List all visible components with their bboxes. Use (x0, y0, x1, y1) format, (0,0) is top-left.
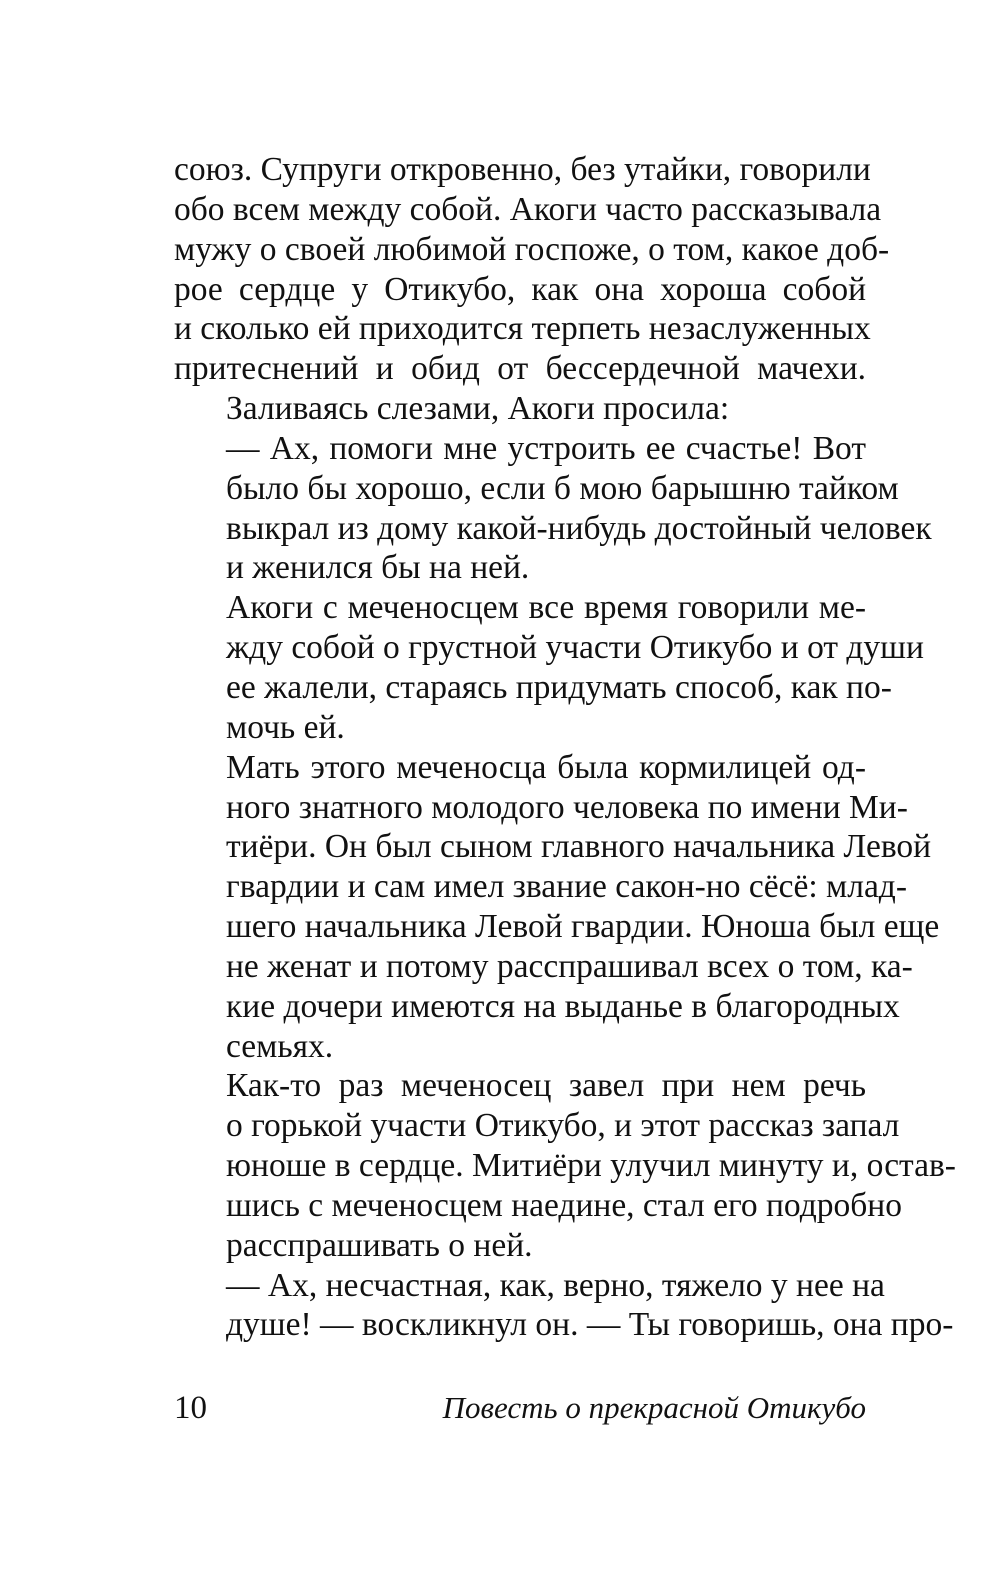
text-line: жду собой о грустной участи Отикубо и от души (226, 629, 924, 667)
text-line: шись с меченосцем наедине, стал его подробно (226, 1186, 902, 1224)
text-line: и женился бы на ней. (226, 549, 530, 587)
text-line: союз. Супруги откровенно, без утайки, говорили (174, 151, 871, 188)
text-line: рое сердце у Отикубо, как она хороша собой (174, 270, 866, 308)
text-line: Акоги с меченосцем все время говорили ме- (226, 589, 866, 627)
text-line: юноше в сердце. Митиёри улучил минуту и, остав- (226, 1147, 956, 1185)
text-line: расспрашивать о ней. (226, 1226, 533, 1264)
page-number: 10 (174, 1390, 207, 1426)
paragraph-3 (174, 429, 932, 588)
text-line: мужу о своей любимой госпоже, о том, какое доб- (174, 230, 890, 268)
text-line: гвардии и сам имел звание сакон-но сёсё: млад- (226, 868, 908, 906)
text-line: семьях. (226, 1027, 334, 1065)
paragraph-4 (174, 588, 924, 747)
text-line: ного знатного молодого человека по имени Ми- (226, 788, 908, 826)
text-line: шего начальника Левой гвардии. Юноша был еще (226, 908, 940, 946)
text-line: не женат и потому расспрашивал всех о том, ка- (226, 947, 913, 985)
text-line: тиёри. Он был сыном главного начальника Левой (226, 828, 932, 866)
text-line: притеснений и обид от бессердечной мачехи. (174, 350, 866, 388)
text-line: — Ах, помоги мне устроить ее счастье! Вот (226, 429, 866, 467)
text-line: обо всем между собой. Акоги часто рассказывала (174, 190, 882, 228)
paragraph-1 (174, 150, 890, 389)
paragraph-6 (174, 1066, 956, 1265)
paragraph-2 (174, 389, 866, 429)
running-title: Повесть о прекрасной Отикубо (442, 1390, 866, 1425)
text-line: Как-то раз меченосец завел при нем речь (226, 1067, 866, 1105)
text-line: и сколько ей приходится терпеть незаслуженных (174, 310, 871, 348)
text-line: — Ах, несчастная, как, верно, тяжело у нее на (226, 1266, 885, 1304)
page-footer (174, 1388, 866, 1428)
paragraph-5 (174, 748, 940, 1067)
text-line: о горькой участи Отикубо, и этот рассказ запал (226, 1107, 900, 1145)
text-line: душе! — воскликнул он. — Ты говоришь, она про- (226, 1306, 954, 1344)
text-line: ее жалели, стараясь придумать способ, как по- (226, 668, 892, 706)
text-line: Заливаясь слезами, Акоги просила: (226, 390, 730, 428)
body-text (174, 150, 956, 1345)
text-line: выкрал из дому какой-нибудь достойный человек (226, 509, 932, 547)
paragraph-7 (174, 1266, 954, 1346)
text-line: кие дочери имеются на выданье в благородных (226, 987, 900, 1025)
text-line: мочь ей. (226, 708, 345, 746)
text-line: было бы хорошо, если б мою барышню тайком (226, 469, 899, 507)
text-line: Мать этого меченосца была кормилицей од- (226, 748, 866, 786)
